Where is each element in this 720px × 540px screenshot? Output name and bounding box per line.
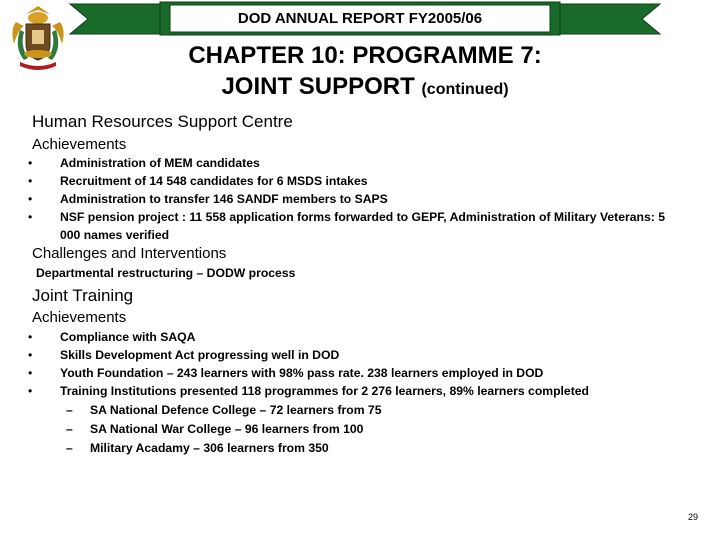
report-banner-title: DOD ANNUAL REPORT FY2005/06 [237, 10, 483, 27]
list-item [28, 154, 688, 172]
bullet: • [28, 156, 33, 170]
list-item-text: Recruitment of 14 548 candidates for 6 MSDS intakes [60, 174, 368, 188]
hr-section-heading: Human Resources Support Centre [32, 112, 293, 131]
hr-achievements-label: Achievements [32, 136, 127, 153]
challenges-label: Challenges and Interventions [32, 245, 227, 262]
sub-list-item [66, 420, 381, 439]
title-line-2-main: JOINT SUPPORT [221, 73, 415, 100]
list-item-text: Skills Development Act progressing well in DOD [60, 348, 340, 362]
list-item-text: Compliance with SAQA [60, 330, 196, 344]
sub-list-item-text: Military Acadamy – 306 learners from 350 [90, 441, 329, 455]
list-item-text: NSF pension project : 11 558 application forms forwarded to GEPF, Administration of Military Veterans: 5 000 names verified [60, 210, 665, 242]
dash: – [66, 422, 73, 436]
list-item-text: Youth Foundation – 243 learners with 98% pass rate. 238 learners employed in DOD [60, 366, 544, 380]
training-achievements-label: Achievements [32, 309, 127, 326]
bullet: • [28, 366, 33, 380]
challenges-text: Departmental restructuring – DODW process [36, 266, 296, 280]
training-section-heading: Joint Training [32, 286, 134, 305]
list-item [28, 172, 688, 190]
title-suffix: (continued) [421, 81, 509, 98]
list-item [28, 208, 688, 244]
title-line-2 [80, 71, 650, 105]
bullet: • [28, 348, 33, 362]
sub-list-item [66, 439, 381, 458]
training-achievements-list [28, 328, 688, 400]
hr-achievements-list [28, 154, 688, 244]
list-item [28, 364, 688, 382]
dash: – [66, 403, 73, 417]
bullet: • [28, 174, 33, 188]
bullet: • [28, 210, 33, 224]
sub-list-item [66, 401, 381, 420]
list-item-text: Administration to transfer 146 SANDF members to SAPS [60, 192, 388, 206]
sub-list-item-text: SA National War College – 96 learners from 100 [90, 422, 364, 436]
list-item [28, 328, 688, 346]
training-sub-list [66, 401, 381, 458]
sub-list-item-text: SA National Defence College – 72 learners from 75 [90, 403, 382, 417]
page-title [80, 40, 650, 105]
list-item-text: Training Institutions presented 118 programmes for 2 276 learners, 89% learners completed [60, 384, 589, 398]
bullet: • [28, 330, 33, 344]
list-item-text: Administration of MEM candidates [60, 156, 260, 170]
title-line-1: CHAPTER 10: PROGRAMME 7: [188, 42, 542, 69]
bullet: • [28, 384, 33, 398]
list-item [28, 346, 688, 364]
list-item [28, 382, 688, 400]
dash: – [66, 441, 73, 455]
page-number: 29 [687, 512, 698, 522]
list-item [28, 190, 688, 208]
bullet: • [28, 192, 33, 206]
